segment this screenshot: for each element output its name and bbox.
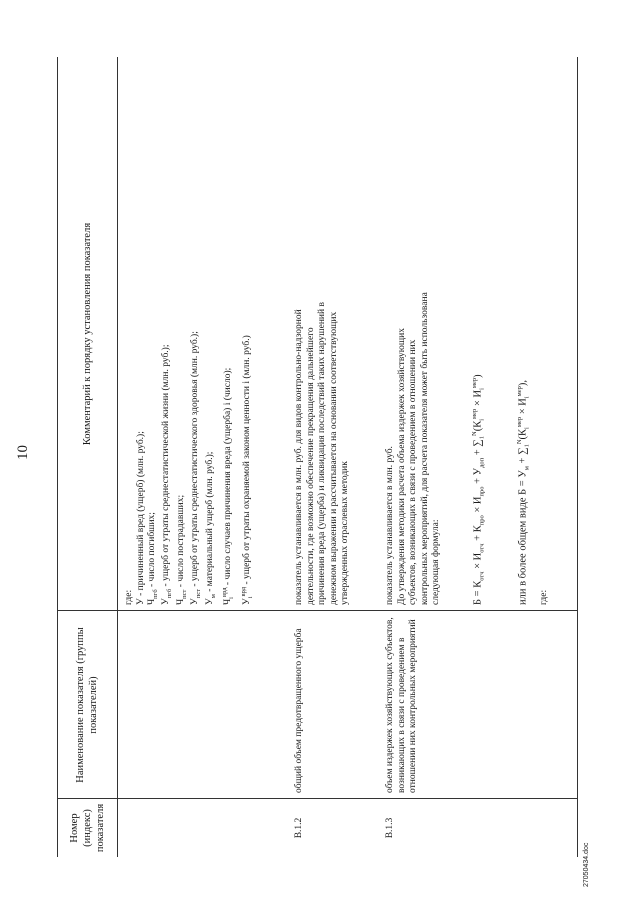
row-code: B.1.3 [385, 817, 395, 839]
formula-legend [124, 60, 256, 605]
legend-item: $Ч_{пст}$ - число пострадавших; [175, 494, 188, 605]
header-comment: Комментарий к порядку установления показателя [81, 222, 93, 446]
row-name: общий объем предотвращенного ущерба [294, 628, 304, 793]
legend-item: $Ч_{пгб}$ - число погибших; [147, 512, 159, 605]
legend-where: где: [124, 589, 134, 605]
formula-where: где: [538, 589, 549, 605]
row-comment: показатель устанавливается в млн. руб. До утверждения методики расчета объема издержек хозяйствующих субъектов, возникающих в связи с проведением в отношении них контрольных мероприятий, для расчета показателя может быть использована следующая формула: $Б = К_{отч} \times И_{отч} + К_{про} \times И_{про} + У_{доп} + \sum_1^N(К_i^{мер} \times И_i^{мер})$ или в более общем виде $Б = У_м + \sum_1^N(К_i^{мер} \times И_i^{мер})$, где: [385, 60, 550, 605]
row-name: объем издержек хозяйствующих субъектов, возникающих в связи с проведением в отношении них контрольных мероприятий [385, 617, 418, 793]
legend-item: $У_м$ - материальный ущерб (млн. руб.); [204, 451, 217, 605]
document-id: 27050434.doc [583, 842, 590, 887]
header-code: Номер (индекс) показателя [68, 803, 106, 853]
cost-formula: $Б = К_{отч} \times И_{отч} + К_{про} \times И_{про} + У_{доп} + \sum_1^N(К_i^{мер} \times И_i^{мер})$ [470, 374, 486, 605]
legend-item: $У_{пст}$ - ущерб от утраты среднестатистического здоровья (млн. руб.); [190, 331, 203, 605]
legend-item: У - причиненный вред (ущерб) (млн. руб.); [135, 431, 146, 605]
row-code: B.1.2 [294, 817, 304, 839]
table-border-bottom [577, 57, 578, 857]
cost-formula-general: или в более общем виде $Б = У_м + \sum_1^N(К_i^{мер} \times И_i^{мер})$, [515, 379, 531, 605]
header-divider [117, 57, 118, 857]
legend-item: $Ч_i^{врд}$ - число случаев причинения вреда (ущерба) i (число); [220, 367, 235, 605]
column-divider-2 [57, 610, 577, 611]
page-number: 10 [15, 445, 31, 460]
indicator-table [57, 57, 577, 857]
row-comment: показатель устанавливается в млн. руб. для видов контрольно-надзорной деятельности, где возможно обеспечение прекращения дальнейшего причинения вреда (ущерба) и ликвидация последствий таких нарушений в денежном выражении и рассчитывается на основании соответствующих утвержденных отраслевых методик [294, 302, 350, 605]
header-name: Наименование показателя (группы показателей) [75, 627, 99, 783]
column-divider-1 [57, 798, 577, 799]
legend-item: $У_{пгб}$ - ущерб от утраты среднестатистической жизни (млн. руб.); [161, 344, 174, 605]
legend-item: $У_i^{врд}$ - ущерб от утраты охраняемой законом ценности i (млн. руб.) [239, 335, 254, 605]
